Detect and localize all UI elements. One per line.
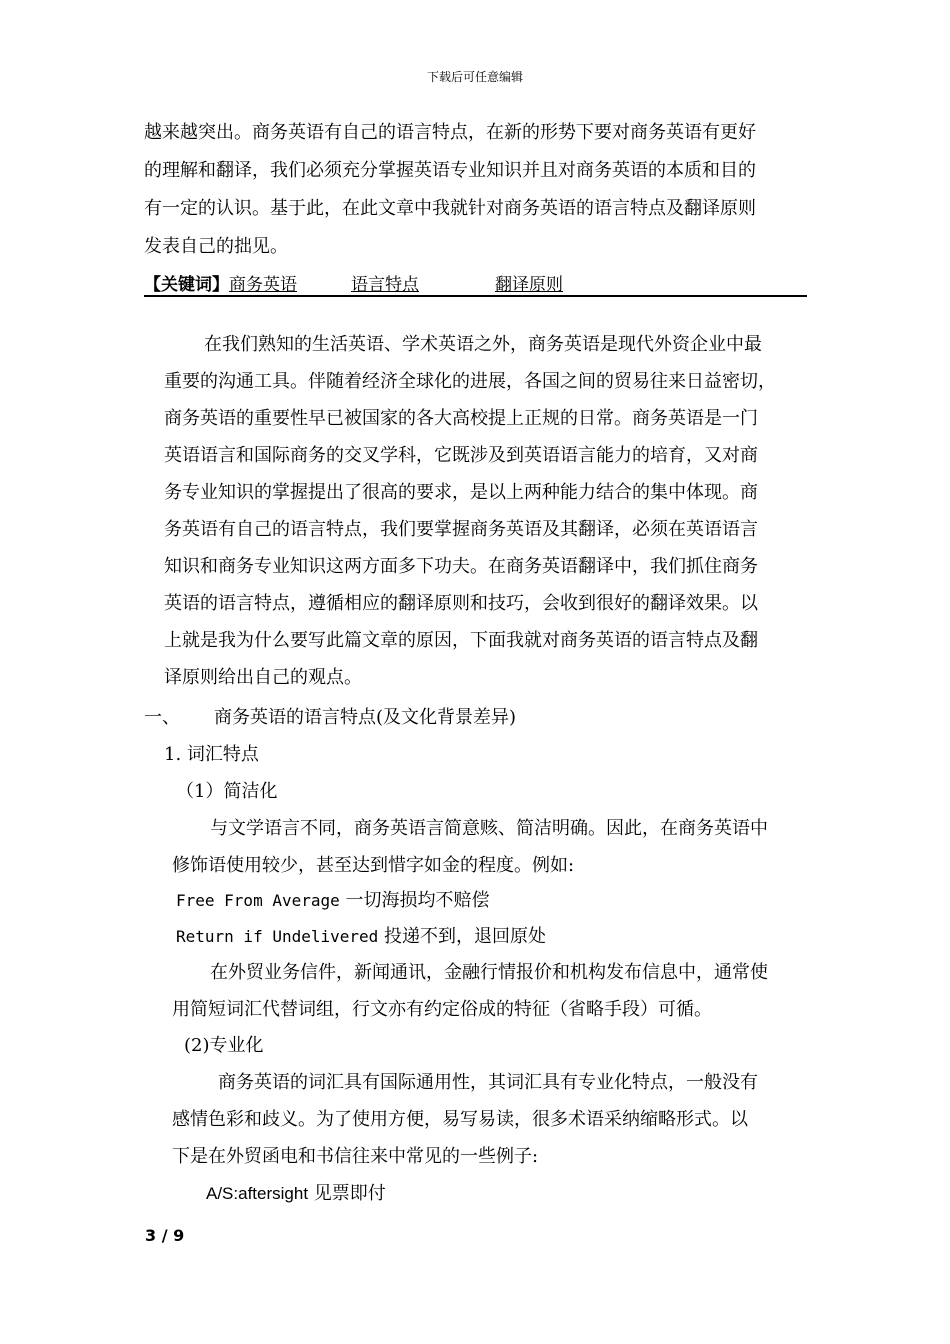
intro-line: 商务英语的重要性早已被国家的各大高校提上正规的日常。商务英语是一门 (164, 408, 758, 429)
section-title: 商务英语的语言特点(及文化背景差异) (214, 707, 517, 728)
abstract-line: 发表自己的拙见。 (144, 236, 288, 257)
abstract-line: 越来越突出。商务英语有自己的语言特点，在新的形势下要对商务英语有更好 (144, 122, 756, 143)
example-english: Return if Undelivered (176, 927, 379, 946)
keyword-item: 商务英语 (229, 275, 297, 295)
item-heading: （1）简洁化 (176, 781, 278, 802)
example-english: A/S:aftersight (206, 1184, 309, 1203)
intro-line: 译原则给出自己的观点。 (164, 667, 362, 688)
item-heading: (2)专业化 (184, 1035, 264, 1056)
body-line: 修饰语使用较少，甚至达到惜字如金的程度。例如: (172, 855, 575, 876)
example-line (176, 919, 546, 955)
body-line: 感情色彩和歧义。为了使用方便，易写易读，很多术语采纳缩略形式。以 (172, 1109, 748, 1130)
intro-line: 重要的沟通工具。伴随着经济全球化的进展，各国之间的贸易往来日益密切， (164, 371, 776, 392)
intro-line: 上就是我为什么要写此篇文章的原因，下面我就对商务英语的语言特点及翻 (164, 630, 758, 651)
subsection-heading: 1. 词汇特点 (164, 744, 259, 765)
page-header: 下载后可任意编辑 (426, 70, 523, 84)
body-line: 商务英语的词汇具有国际通用性，其词汇具有专业化特点，一般没有 (218, 1072, 758, 1093)
example-line (176, 883, 490, 919)
keyword-item: 翻译原则 (495, 275, 563, 295)
abstract-line: 有一定的认识。基于此，在此文章中我就针对商务英语的语言特点及翻译原则 (144, 198, 756, 219)
keyword-item: 语言特点 (351, 275, 419, 295)
intro-line: 务英语有自己的语言特点，我们要掌握商务英语及其翻译，必须在英语语言 (164, 519, 758, 540)
example-chinese: 投递不到，退回原处 (384, 926, 547, 947)
example-chinese: 一切海损均不赔偿 (345, 890, 490, 911)
keywords-label: 【关键词】 (144, 275, 229, 295)
abstract-line: 的理解和翻译，我们必须充分掌握英语专业知识并且对商务英语的本质和目的 (144, 160, 756, 181)
intro-line: 英语语言和国际商务的交叉学科，它既涉及到英语语言能力的培育，又对商 (164, 445, 758, 466)
intro-line: 英语的语言特点，遵循相应的翻译原则和技巧，会收到很好的翻译效果。以 (164, 593, 758, 614)
example-line (206, 1176, 386, 1212)
intro-line: 知识和商务专业知识这两方面多下功夫。在商务英语翻译中，我们抓住商务 (164, 556, 758, 577)
section-number: 一、 (144, 707, 180, 728)
body-line: 用简短词汇代替词组，行文亦有约定俗成的特征（省略手段）可循。 (172, 999, 712, 1020)
keywords-row (144, 270, 617, 295)
body-line: 在外贸业务信件，新闻通讯，金融行情报价和机构发布信息中，通常使 (210, 962, 768, 983)
intro-line: 务专业知识的掌握提出了很高的要求，是以上两种能力结合的集中体现。商 (164, 482, 758, 503)
page-number: 3 / 9 (145, 1226, 185, 1245)
intro-line: 在我们熟知的生活英语、学术英语之外，商务英语是现代外资企业中最 (204, 334, 762, 355)
body-line: 下是在外贸函电和书信往来中常见的一些例子: (172, 1146, 539, 1167)
example-english: Free From Average (176, 891, 340, 910)
body-line: 与文学语言不同，商务英语言简意赅、简洁明确。因此，在商务英语中 (210, 818, 768, 839)
keywords-divider (144, 295, 807, 297)
example-chinese: 见票即付 (313, 1183, 386, 1204)
